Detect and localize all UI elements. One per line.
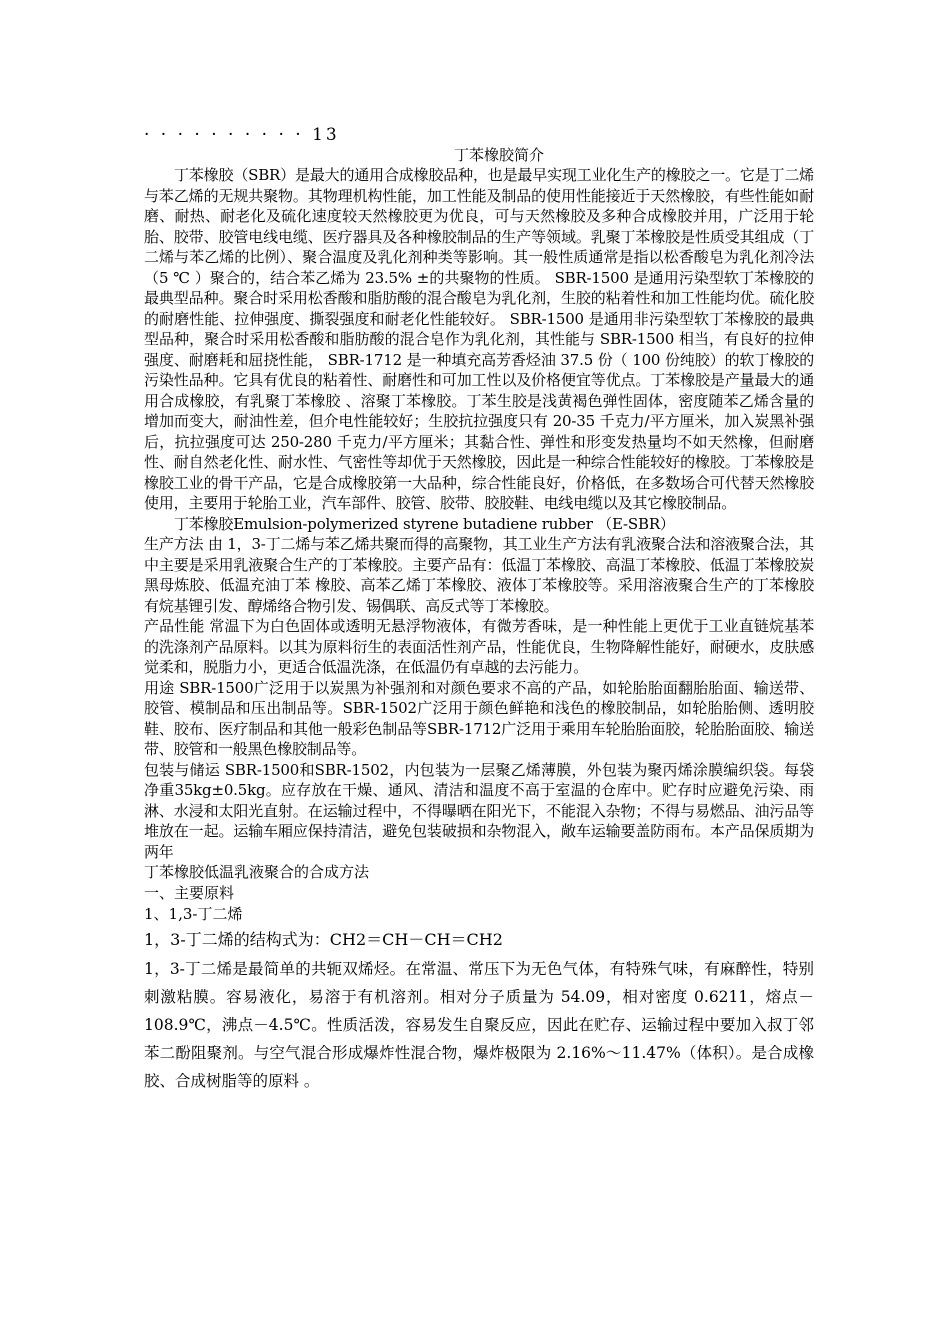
butadiene-description: 1，3-丁二烯是最简单的共轭双烯烃。在常温、常压下为无色气体，有特殊气味，有麻醉性，特别刺激粘膜。容易液化，易溶于有机溶剂。相对分子质量为 54.09，相对密度 0.6211，熔点－108.9℃，沸点－4.5℃。性质活泼，容易发生自聚反应，因此在贮存、运输过程中要加入叔丁邻苯二酚阻聚剂。与空气混合形成爆炸性混合物，爆炸极限为 2.16%～11.47%（体积）。是合成橡胶、合成树脂等的原料 。: [144, 960, 814, 1090]
usage-paragraph: 用途 SBR-1500广泛用于以炭黑为补强剂和对颜色要求不高的产品，如轮胎胎面翻胎胎面、输送带、胶管、模制品和压出制品等。SBR-1502广泛用于颜色鲜艳和浅色的橡胶制品，如轮胎胎侧、透明胶鞋、胶布、医疗制品和其他一般彩色制品等SBR-1712广泛用于乘用车轮胎胎面胶，轮胎胎面胶、输送带、胶管和一般黑色橡胶制品等。: [144, 678, 814, 758]
butadiene-formula: 1，3-丁二烯的结构式为：CH2＝CH－CH＝CH2: [144, 930, 503, 949]
production-paragraph: 生产方法 由 1，3-丁二烯与苯乙烯共聚而得的高聚物，其工业生产方法有乳液聚合法和溶液聚合法，其中主要是采用乳液聚合生产的丁苯橡胶。主要产品有：低温丁苯橡胶、高温丁苯橡胶、低温丁苯橡胶炭黑母炼胶、低温充油丁苯 橡胶、高苯乙烯丁苯橡胶、液体丁苯橡胶等。采用溶液聚合生产的丁苯橡胶有烷基锂引发、醇烯络合物引发、锡偶联、高反式等丁苯橡胶。: [144, 535, 814, 615]
storage-paragraph: 包装与储运 SBR-1500和SBR-1502，内包装为一层聚乙烯薄膜，外包装为聚丙烯涂膜编织袋。每袋净重35kg±0.5kg。应存放在干燥、通风、清洁和温度不高于室温的仓库中。贮存时应避免污染、雨淋、水浸和太阳光直射。在运输过程中，不得曝晒在阳光下，不能混入杂物；不得与易燃品、油污品等堆放在一起。运输车厢应保持清洁，避免包装破损和杂物混入，敞车运输要盖防雨布。本产品保质期为两年: [144, 760, 814, 861]
document-title: 丁苯橡胶简介: [453, 146, 544, 164]
properties-paragraph: 产品性能 常温下为白色固体或透明无悬浮物液体，有微芳香味，是一种性能上更优于工业直链烷基苯的洗涤剂产品原料。以其为原料衍生的表面活性剂产品，性能优良，生物降解性能好，耐硬水，皮肤感觉柔和，脱脂力小，更适合低温洗涤，在低温仍有卓越的去污能力。: [144, 617, 814, 676]
toc-dots-line: · · · · · · · · · · 13: [144, 125, 340, 145]
section-main-materials: 一、主要原料: [144, 884, 235, 902]
synthesis-heading: 丁苯橡胶低温乳液聚合的合成方法: [144, 863, 370, 881]
item-butadiene: 1、1,3-丁二烯: [144, 905, 243, 923]
document-page: [144, 124, 814, 1095]
intro-paragraph: 丁苯橡胶（SBR）是最大的通用合成橡胶品种，也是最早实现工业化生产的橡胶之一。它是丁二烯与苯乙烯的无规共聚物。其物理机构性能，加工性能及制品的使用性能接近于天然橡胶，有些性能如耐磨、耐热、耐老化及硫化速度较天然橡胶更为优良，可与天然橡胶及多种合成橡胶并用，广泛用于轮胎、胶带、胶管电线电缆、医疗器具及各种橡胶制品的生产等领域。乳聚丁苯橡胶是性质受其组成（丁二烯与苯乙烯的比例）、聚合温度及乳化剂种类等影响。其一般性质通常是指以松香酸皂为乳化剂冷法（5 ℃ ）聚合的，结合苯乙烯为 23.5% ±的共聚物的性质。 SBR-1500 是通用污染型软丁苯橡胶的最典型品种。聚合时采用松香酸和脂肪酸的混合酸皂为乳化剂，生胶的粘着性和加工性能均优。硫化胶的耐磨性能、拉伸强度、撕裂强度和耐老化性能较好。 SBR-1500 是通用非污染型软丁苯橡胶的最典型品种，聚合时采用松香酸和脂肪酸的混合皂作为乳化剂，其性能与 SBR-1500 相当，有良好的拉伸强度、耐磨耗和屈挠性能， SBR-1712 是一种填充高芳香烃油 37.5 份（ 100 份纯胶）的软丁橡胶的污染性品种。它具有优良的粘着性、耐磨性和可加工性以及价格便宜等优点。丁苯橡胶是产量最大的通用合成橡胶，有乳聚丁苯橡胶 、溶聚丁苯橡胶。丁苯生胶是浅黄褐色弹性固体，密度随苯乙烯含量的增加而变大，耐油性差，但介电性能较好；生胶抗拉强度只有 20-35 千克力/平方厘米，加入炭黑补强后，抗拉强度可达 250-280 千克力/平方厘米；其黏合性、弹性和形变发热量均不如天然橡，但耐磨性、耐自然老化性、耐水性、气密性等却优于天然橡胶，因此是一种综合性能较好的橡胶。丁苯橡胶是橡胶工业的骨干产品，它是合成橡胶第一大品种，综合性能良好，价格低，在多数场合可代替天然橡胶使用，主要用于轮胎工业，汽车部件、胶管、胶带、胶胶鞋、电线电缆以及其它橡胶制品。: [144, 166, 814, 512]
esbr-heading: 丁苯橡胶Emulsion-polymerized styrene butadiene rubber （E-SBR）: [174, 514, 675, 533]
